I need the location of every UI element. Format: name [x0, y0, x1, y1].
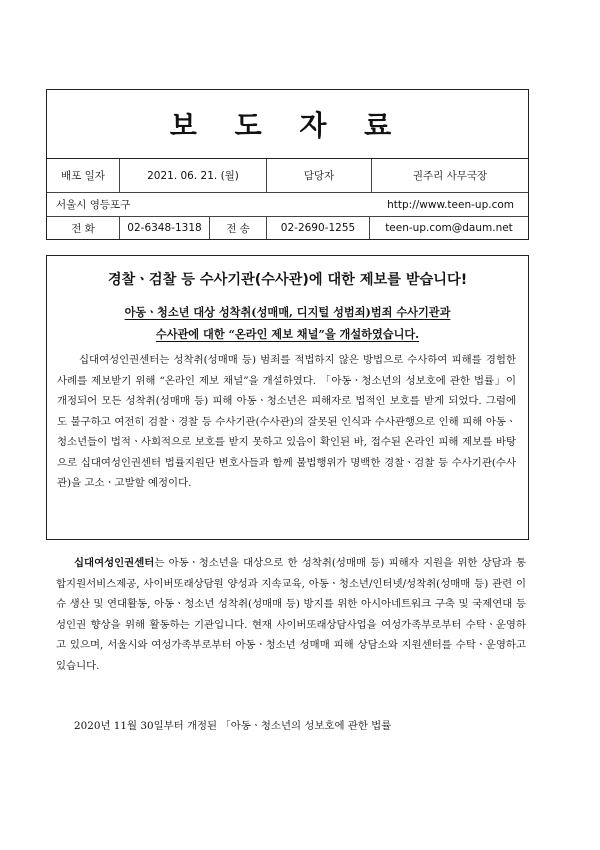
- contact-value: 권주리 사무국장: [412, 170, 488, 182]
- fax-value: 02-2690-1255: [267, 217, 370, 239]
- announcement-box: [46, 255, 529, 540]
- organization-paragraph: [56, 553, 526, 676]
- header-row-contact: [47, 217, 528, 239]
- header-row-date: [47, 159, 528, 193]
- date-value: 2021. 06. 21. (월): [120, 159, 267, 192]
- announcement-subtitle-line2: 수사관에 대한 “온라인 제보 채널”을 개설하였습니다.: [155, 327, 420, 341]
- press-release-header: [46, 89, 529, 240]
- announcement-subtitle-line1: 아동ㆍ청소년 대상 성착취(성매매, 디지털 성범죄)범죄 수사기관과: [124, 305, 451, 319]
- phone-value: 02-6348-1318: [120, 217, 210, 239]
- announcement-body: 십대여성인권센터는 성착취(성매매 등) 범죄를 적법하지 않은 방법으로 수사하여 피해를 경험한 사례를 제보받기 위해 “온라인 제보 채널”을 개설하였다. 「아동ㆍ청소년의 성보호에 관한 법률」이 개정되어 모든 성착취(성매매 등) 피해 아동ㆍ청소년은 피해자로 법적인 보호를 받게 되었다. 그럼에도 불구하고 여전히 검찰ㆍ경찰 등 수사기관(수사관)의 잘못된 인식과 수사관행으로 인해 피해 아동ㆍ청소년들이 법적ㆍ사회적으로 보호를 받지 못하고 있음이 확인된 바, 접수된 온라인 피해 제보를 바탕으로 십대여성인권센터 법률지원단 변호사들과 함께 불법행위가 명백한 경찰ㆍ검찰 등 수사기관(수사관)을 고소ㆍ고발할 예정이다.: [57, 354, 516, 489]
- email-link[interactable]: teen-up.com@daum.net: [385, 222, 513, 234]
- organization-name: 십대여성인권센터: [74, 557, 155, 569]
- organization-description: 는 아동ㆍ청소년을 대상으로 한 성착취(성매매 등) 피해자 지원을 위한 상담과 통합지원서비스제공, 사이버또래상담원 양성과 지속교육, 아동ㆍ청소년/인터넷/성착취(성매매 등) 관련 이슈 생산 및 연대활동, 아동ㆍ청소년 성착취(성매매 등) 방지를 위한 아시아네트워크 구축 및 국제연대 등 성인권 향상을 위해 활동하는 기관입니다. 현재 사이버또래상담사업을 여성가족부로부터 수탁ㆍ운영하고 있으며, 서울시와 여성가족부로부터 아동ㆍ청소년 성매매 피해 상담소와 지원센터를 수탁ㆍ운영하고 있습니다.: [56, 557, 526, 672]
- law-paragraph-text: 2020년 11월 30일부터 개정된 「아동ㆍ청소년의 성보호에 관한 법률: [74, 720, 392, 732]
- law-paragraph: [56, 716, 526, 737]
- website-link[interactable]: http://www.teen-up.com: [387, 198, 514, 211]
- contact-label: 담당자: [267, 159, 372, 192]
- announcement-title: 경찰ㆍ검찰 등 수사기관(수사관)에 대한 제보를 받습니다!: [107, 272, 468, 288]
- document-title: 보 도 자 료: [47, 90, 528, 159]
- date-label: 배포 일자: [47, 159, 120, 192]
- address: 서울시 영등포구: [56, 199, 131, 211]
- fax-label: 전 송: [210, 217, 267, 239]
- header-row-address: [47, 193, 528, 217]
- phone-label: 전 화: [47, 217, 120, 239]
